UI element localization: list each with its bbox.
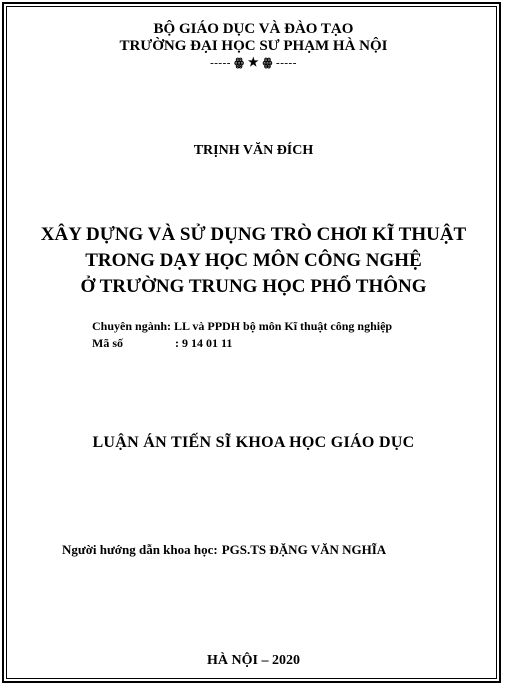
page-border-inner bbox=[6, 6, 497, 679]
major-field: Chuyên ngành: LL và PPDH bộ môn Kĩ thuật công nghiệp bbox=[92, 319, 393, 333]
thesis-title-line-1: XÂY DỰNG VÀ SỬ DỤNG TRÒ CHƠI KĨ THUẬT bbox=[40, 224, 467, 245]
university-name: TRƯỜNG ĐẠI HỌC SƯ PHẠM HÀ NỘI bbox=[119, 38, 388, 54]
star-icon: ★ bbox=[244, 55, 263, 69]
ornament-left-icon: ꙮ bbox=[234, 57, 245, 69]
advisor-name: PGS.TS ĐẶNG VĂN NGHĨA bbox=[221, 542, 387, 557]
thesis-title-line-3: Ở TRƯỜNG TRUNG HỌC PHỔ THÔNG bbox=[80, 276, 427, 297]
place-and-year: HÀ NỘI – 2020 bbox=[207, 653, 300, 668]
ministry-name: BỘ GIÁO DỤC VÀ ĐÀO TẠO bbox=[153, 21, 354, 37]
code-value: : 9 14 01 11 bbox=[175, 336, 233, 350]
advisor-label: Người hướng dẫn khoa học: bbox=[62, 542, 218, 557]
ornament-dashes-right: ----- bbox=[272, 57, 297, 69]
header-ornament bbox=[0, 55, 507, 70]
degree-type: LUẬN ÁN TIẾN SĨ KHOA HỌC GIÁO DỤC bbox=[92, 434, 415, 451]
code-field bbox=[92, 335, 232, 351]
advisor-line bbox=[62, 542, 386, 558]
thesis-title-line-2: TRONG DẠY HỌC MÔN CÔNG NGHỆ bbox=[85, 250, 422, 271]
ornament-right-icon: ꙮ bbox=[262, 57, 273, 69]
code-label: Mã số bbox=[92, 336, 123, 350]
author-name: TRỊNH VĂN ĐÍCH bbox=[193, 143, 314, 158]
ornament-dashes-left: ----- bbox=[210, 57, 235, 69]
